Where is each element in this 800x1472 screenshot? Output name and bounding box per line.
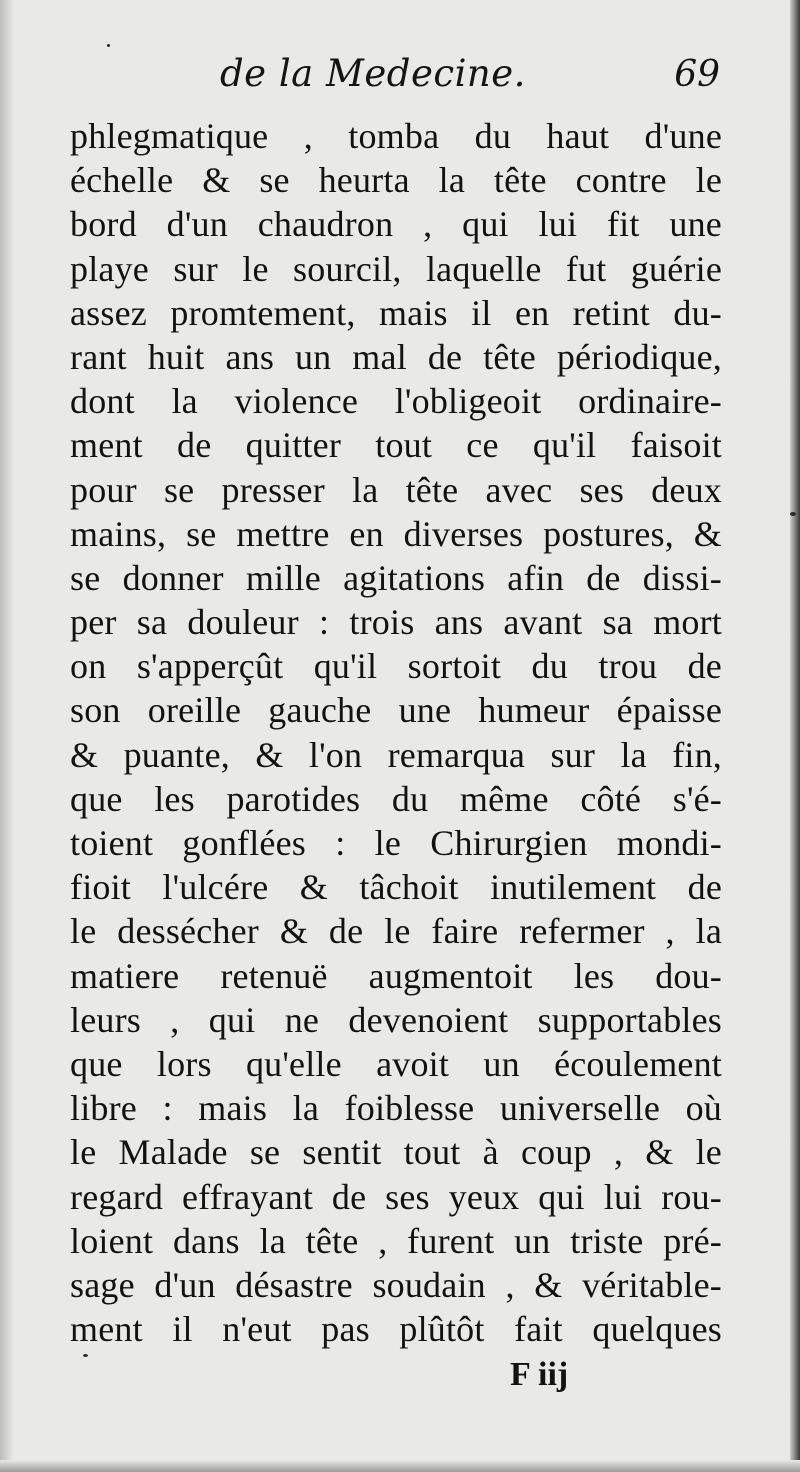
text-line: assez promtement, mais il en retint du- (70, 292, 722, 333)
text-line: mains, se mettre en diverses postures, & (70, 513, 722, 554)
text-line: phlegmatique , tomba du haut d'une (70, 116, 722, 156)
signature-mark: F iij (510, 1356, 569, 1393)
text-line: leurs , qui ne devenoient supportables (70, 999, 722, 1040)
text-line: playe sur le sourcil, laquelle fut guérie (70, 248, 722, 289)
page-edge-right (790, 0, 800, 1472)
text-line: que les parotides du même côté s'é- (70, 778, 722, 819)
text-line: que lors qu'elle avoit un écoulement (70, 1043, 722, 1084)
text-line: loient dans la tête , furent un triste pré- (70, 1220, 722, 1261)
text-line: ment de quitter tout ce qu'il faisoit (70, 425, 722, 466)
text-line: se donner mille agitations afin de dissi- (70, 557, 722, 598)
text-line: échelle & se heurta la tête contre le (70, 160, 722, 201)
text-line: dont la violence l'obligeoit ordinaire- (70, 381, 722, 422)
page-number: 69 (674, 54, 720, 95)
text-line: bord d'un chaudron , qui lui fit une (70, 204, 722, 245)
text-line: le dessécher & de le faire refermer , la (70, 911, 722, 952)
ink-speck (83, 1354, 88, 1357)
page-edge-left (0, 0, 14, 1472)
text-line: matiere retenuë augmentoit les dou- (70, 955, 722, 996)
text-line: per sa douleur : trois ans avant sa mort (70, 602, 722, 643)
running-title: de la Medecine. (220, 52, 526, 95)
text-line: son oreille gauche une humeur épaisse (70, 690, 722, 731)
running-head (70, 52, 720, 108)
text-line: libre : mais la foiblesse universelle où (70, 1088, 722, 1129)
text-line: ment il n'eut pas plûtôt fait quelques (70, 1309, 722, 1350)
body-text (70, 114, 722, 1351)
text-line: toient gonflées : le Chirurgien mondi- (70, 823, 722, 863)
ink-speck (107, 44, 110, 47)
text-line: pour se presser la tête avec ses deux (70, 469, 722, 510)
text-line: & puante, & l'on remarqua sur la fin, (70, 734, 722, 775)
text-line: rant huit ans un mal de tête périodique, (70, 336, 722, 377)
text-line: regard effrayant de ses yeux qui lui rou- (70, 1176, 722, 1217)
text-line: le Malade se sentit tout à coup , & le (70, 1132, 722, 1173)
text-line: on s'apperçût qu'il sortoit du trou de (70, 646, 722, 687)
text-line: sage d'un désastre soudain , & véritable- (70, 1264, 722, 1305)
ink-speck (790, 512, 796, 516)
text-line: fioit l'ulcére & tâchoit inutilement de (70, 867, 722, 908)
page-edge-bottom (0, 1460, 800, 1472)
